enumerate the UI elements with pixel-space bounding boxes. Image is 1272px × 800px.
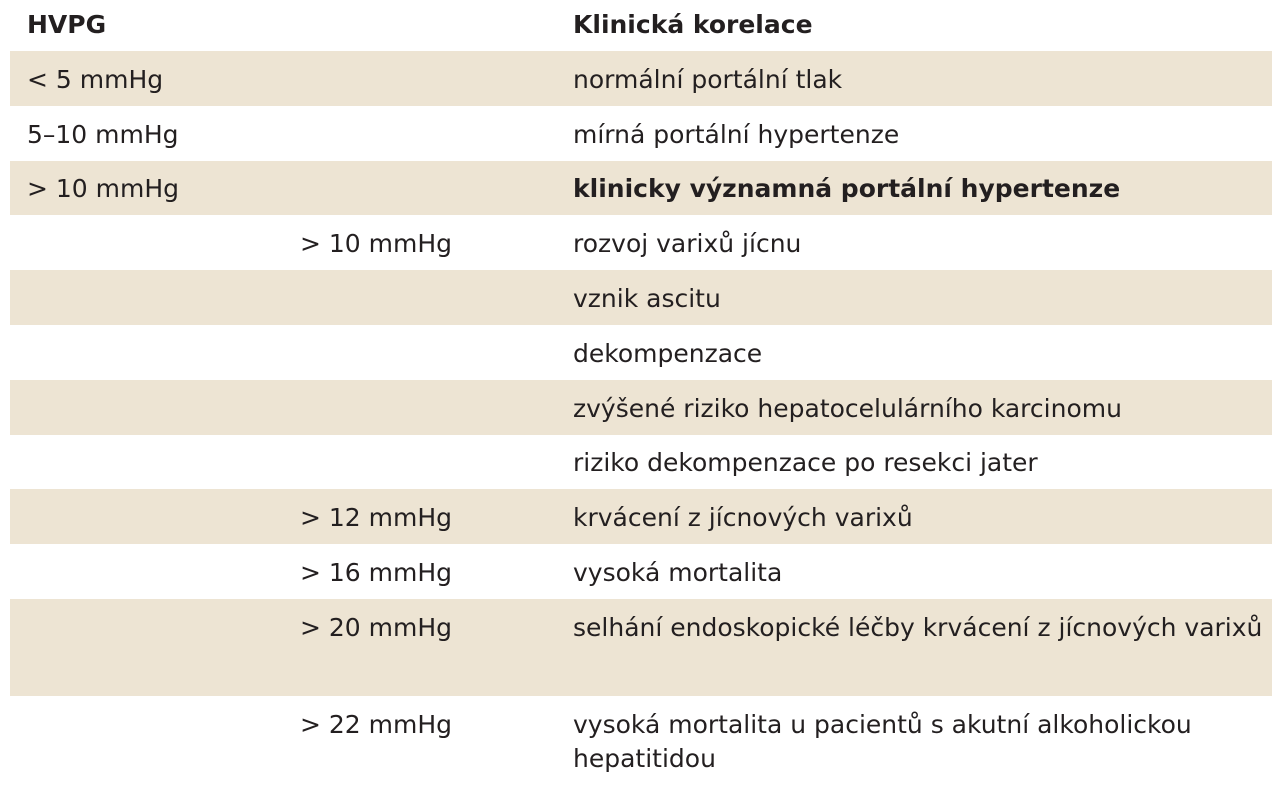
table-row — [10, 435, 1272, 489]
header-clinical-correlation: Klinická korelace — [573, 10, 813, 39]
table-row — [10, 270, 1272, 325]
threshold-cell: > 16 mmHg — [300, 558, 453, 587]
correlation-cell: vysoká mortalita u pacientů s akutní alkoholickou hepatitidou — [573, 710, 1192, 773]
hvpg-cell: 5–10 mmHg — [27, 120, 179, 149]
correlation-cell: vznik ascitu — [573, 284, 721, 313]
table-row — [10, 215, 1272, 270]
threshold-cell: > 12 mmHg — [300, 503, 453, 532]
table-row — [10, 161, 1272, 215]
table-header-row — [10, 0, 1272, 51]
table-row — [10, 696, 1272, 795]
correlation-cell: klinicky významná portální hypertenze — [573, 174, 1121, 203]
correlation-cell: selhání endoskopické léčby krvácení z jícnových varixů — [573, 613, 1263, 642]
table-row — [10, 599, 1272, 696]
table-row — [10, 106, 1272, 161]
correlation-cell: riziko dekompenzace po resekci jater — [573, 448, 1038, 477]
table-row — [10, 380, 1272, 435]
hvpg-table — [10, 0, 1272, 795]
threshold-cell: > 22 mmHg — [300, 710, 453, 739]
correlation-cell: rozvoj varixů jícnu — [573, 229, 802, 258]
hvpg-cell: < 5 mmHg — [27, 65, 164, 94]
correlation-cell: krvácení z jícnových varixů — [573, 503, 913, 532]
correlation-cell: vysoká mortalita — [573, 558, 783, 587]
threshold-cell: > 20 mmHg — [300, 613, 453, 642]
correlation-cell: normální portální tlak — [573, 65, 843, 94]
table-row — [10, 544, 1272, 599]
table-row — [10, 51, 1272, 106]
table-row — [10, 325, 1272, 380]
correlation-cell: dekompenzace — [573, 339, 763, 368]
correlation-cell: zvýšené riziko hepatocelulárního karcinomu — [573, 394, 1122, 423]
table-row — [10, 489, 1272, 544]
correlation-cell: mírná portální hypertenze — [573, 120, 900, 149]
hvpg-cell: > 10 mmHg — [27, 174, 180, 203]
header-hvpg: HVPG — [27, 10, 107, 39]
threshold-cell: > 10 mmHg — [300, 229, 453, 258]
